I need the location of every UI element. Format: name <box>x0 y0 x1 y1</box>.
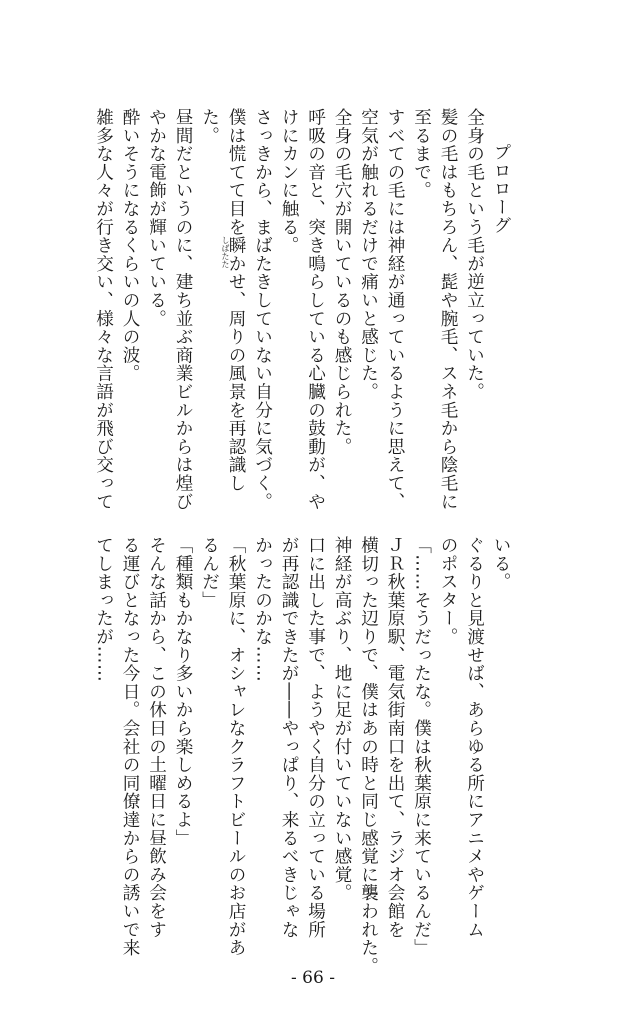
text-line: 昼間だというのに、建ち並ぶ商業ビルからは煌び <box>173 108 193 511</box>
text-segment: 僕は慌てて目を <box>226 108 246 237</box>
text-line: てしまったが…… <box>93 536 114 683</box>
text-line: そんな話から、この休日の土曜日に昼飲み会をす <box>146 536 167 939</box>
text-line: やかな電飾が輝いている。 <box>146 108 167 328</box>
text-line: 口に出した事で、ようやく自分の立っている場所 <box>305 536 326 939</box>
text-line: 全身の毛穴が開いているのも感じられた。 <box>332 108 352 456</box>
text-line: 雑多な人々が行き交い、様々な言語が飛び交って <box>93 108 114 511</box>
text-line: 呼吸の音と、突き鳴らしている心臓の鼓動が、や <box>305 108 326 511</box>
text-line: るんだ」 <box>199 536 220 610</box>
ruby-word <box>221 236 246 269</box>
text-line: さっきから、まばたきしていない自分に気づく。 <box>252 108 273 511</box>
text-line: 「秋葉原に、オシャレなクラフトビールのお店があ <box>226 536 246 957</box>
ruby-base: 瞬 <box>226 236 246 255</box>
text-line: のポスター。 <box>438 536 458 646</box>
text-line: 「……そうだったな。僕は秋葉原に来ているんだ」 <box>411 536 432 957</box>
text-line: 至るまで。 <box>411 108 432 200</box>
text-line: かったのかな…… <box>252 536 273 683</box>
text-line: ＪＲ秋葉原駅、電気街南口を出て、ラジオ会館を <box>385 536 405 939</box>
text-segment: かせ、周りの風景を再認識し <box>226 254 246 493</box>
text-line-with-ruby <box>223 108 250 508</box>
text-line: 「種類もかなり多いから楽しめるよ」 <box>173 536 193 848</box>
text-line: 髪の毛はもちろん、髭や腕毛、スネ毛から陰毛に <box>438 108 458 511</box>
ruby-annotation: しばたた <box>221 236 230 269</box>
page-number: - 66 - <box>291 968 335 988</box>
vertical-text-lower <box>74 536 514 976</box>
text-line: た。 <box>199 108 220 145</box>
text-line: ぐるりと見渡せば、あらゆる所にアニメやゲーム <box>464 536 485 939</box>
text-line: 空気が触れるだけで痛いと感じた。 <box>358 108 379 401</box>
text-line: る運びとなった今日。会社の同僚達からの誘いで来 <box>120 536 140 957</box>
text-line: けにカンに触る。 <box>279 108 299 255</box>
vertical-text-upper <box>74 108 514 511</box>
text-line: いる。 <box>491 536 511 591</box>
text-line: 横切った辺りで、僕はあの時と同じ感覚に襲われた。 <box>358 536 379 976</box>
text-line: 酔いそうになるくらいの人の波。 <box>120 108 140 383</box>
text-line: が再認識できたが――やっぱり、来るべきじゃな <box>279 536 299 939</box>
text-line: 全身の毛という毛が逆立っていた。 <box>464 108 485 401</box>
text-line: すべての毛には神経が通っているように思えて、 <box>385 108 405 511</box>
text-line: 神経が高ぶり、地に足が付いていない感覚。 <box>332 536 352 902</box>
chapter-title: プロローグ <box>491 143 511 235</box>
